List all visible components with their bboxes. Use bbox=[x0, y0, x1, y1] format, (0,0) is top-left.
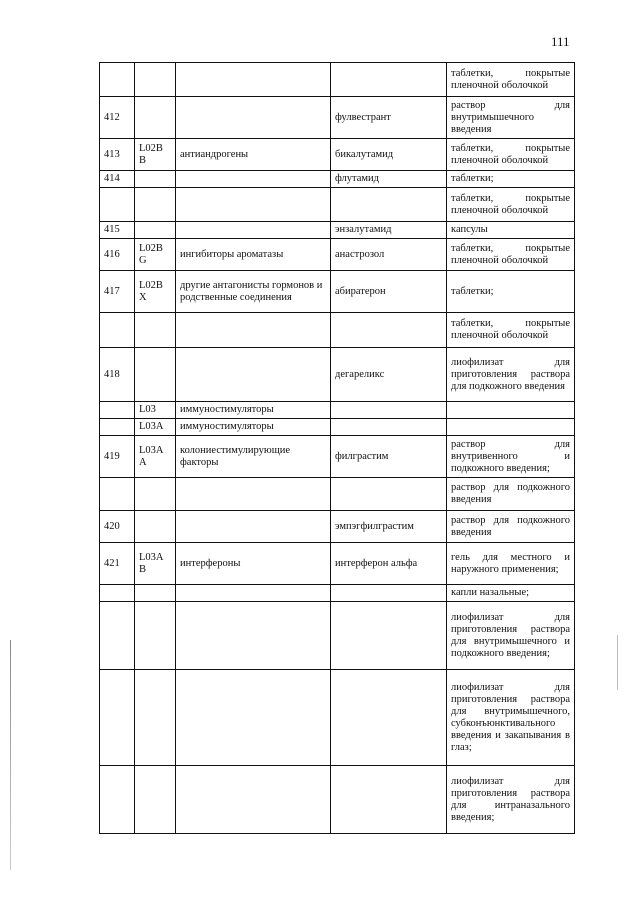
scan-artifact-right bbox=[617, 635, 618, 690]
table-row bbox=[100, 670, 575, 766]
atc-code-cell bbox=[135, 63, 176, 97]
dosage-form-cell: раствор для подкожного введения bbox=[447, 511, 575, 543]
dosage-form-cell: таблетки, покрытые пленочной оболочкой bbox=[447, 239, 575, 271]
atc-code-cell bbox=[135, 602, 176, 670]
group-name-cell bbox=[176, 602, 331, 670]
atc-code-cell bbox=[135, 188, 176, 222]
drug-name-cell: анастрозол bbox=[331, 239, 447, 271]
row-number-cell: 412 bbox=[100, 97, 135, 139]
dosage-form-cell: таблетки, покрытые пленочной оболочкой bbox=[447, 63, 575, 97]
drug-name-cell bbox=[331, 585, 447, 602]
dosage-form-cell: таблетки; bbox=[447, 271, 575, 313]
drug-name-cell bbox=[331, 766, 447, 834]
table-row bbox=[100, 766, 575, 834]
row-number-cell: 414 bbox=[100, 171, 135, 188]
atc-code-cell: L03 bbox=[135, 402, 176, 419]
row-number-cell: 418 bbox=[100, 348, 135, 402]
row-number-cell bbox=[100, 188, 135, 222]
table-row bbox=[100, 239, 575, 271]
table-row bbox=[100, 436, 575, 478]
drug-name-cell: бикалутамид bbox=[331, 139, 447, 171]
dosage-form-cell: гель для местного и наружного применения; bbox=[447, 543, 575, 585]
drug-table bbox=[99, 62, 575, 834]
table-row bbox=[100, 348, 575, 402]
drug-name-cell bbox=[331, 478, 447, 511]
drug-name-cell: дегареликс bbox=[331, 348, 447, 402]
drug-name-cell: эмпэгфилграстим bbox=[331, 511, 447, 543]
dosage-form-cell: лиофилизат для приготовления раствора для интраназального введения; bbox=[447, 766, 575, 834]
dosage-form-cell: капли назальные; bbox=[447, 585, 575, 602]
drug-name-cell bbox=[331, 670, 447, 766]
dosage-form-cell: раствор для внутривенного и подкожного введения; bbox=[447, 436, 575, 478]
row-number-cell bbox=[100, 419, 135, 436]
dosage-form-cell: капсулы bbox=[447, 222, 575, 239]
drug-name-cell: флутамид bbox=[331, 171, 447, 188]
atc-code-cell bbox=[135, 97, 176, 139]
dosage-form-cell bbox=[447, 402, 575, 419]
table-row bbox=[100, 188, 575, 222]
row-number-cell bbox=[100, 63, 135, 97]
group-name-cell: иммуностимуляторы bbox=[176, 419, 331, 436]
table-row bbox=[100, 419, 575, 436]
group-name-cell bbox=[176, 188, 331, 222]
row-number-cell bbox=[100, 402, 135, 419]
group-name-cell bbox=[176, 585, 331, 602]
row-number-cell bbox=[100, 313, 135, 348]
group-name-cell: антиандрогены bbox=[176, 139, 331, 171]
drug-name-cell bbox=[331, 602, 447, 670]
row-number-cell: 413 bbox=[100, 139, 135, 171]
table-row bbox=[100, 402, 575, 419]
row-number-cell: 421 bbox=[100, 543, 135, 585]
table-row bbox=[100, 478, 575, 511]
dosage-form-cell: лиофилизат для приготовления раствора для подкожного введения bbox=[447, 348, 575, 402]
drug-name-cell bbox=[331, 313, 447, 348]
group-name-cell bbox=[176, 348, 331, 402]
row-number-cell bbox=[100, 478, 135, 511]
dosage-form-cell: раствор для подкожного введения bbox=[447, 478, 575, 511]
group-name-cell bbox=[176, 97, 331, 139]
group-name-cell: другие антагонисты гормонов и родственные соединения bbox=[176, 271, 331, 313]
group-name-cell: колониестимулирующие факторы bbox=[176, 436, 331, 478]
row-number-cell: 415 bbox=[100, 222, 135, 239]
group-name-cell: ингибиторы ароматазы bbox=[176, 239, 331, 271]
atc-code-cell bbox=[135, 766, 176, 834]
row-number-cell: 417 bbox=[100, 271, 135, 313]
drug-name-cell bbox=[331, 402, 447, 419]
drug-name-cell: фулвестрант bbox=[331, 97, 447, 139]
dosage-form-cell: таблетки, покрытые пленочной оболочкой bbox=[447, 313, 575, 348]
atc-code-cell bbox=[135, 670, 176, 766]
row-number-cell bbox=[100, 766, 135, 834]
atc-code-cell: L03A bbox=[135, 419, 176, 436]
atc-code-cell: L03A A bbox=[135, 436, 176, 478]
group-name-cell: иммуностимуляторы bbox=[176, 402, 331, 419]
dosage-form-cell: раствор для внутримышечного введения bbox=[447, 97, 575, 139]
dosage-form-cell bbox=[447, 419, 575, 436]
drug-name-cell: интерферон альфа bbox=[331, 543, 447, 585]
atc-code-cell bbox=[135, 348, 176, 402]
row-number-cell bbox=[100, 602, 135, 670]
group-name-cell bbox=[176, 63, 331, 97]
table-row bbox=[100, 63, 575, 97]
atc-code-cell bbox=[135, 585, 176, 602]
drug-name-cell: абиратерон bbox=[331, 271, 447, 313]
drug-name-cell: энзалутамид bbox=[331, 222, 447, 239]
atc-code-cell: L02B X bbox=[135, 271, 176, 313]
dosage-form-cell: таблетки; bbox=[447, 171, 575, 188]
dosage-form-cell: лиофилизат для приготовления раствора для внутримышечного и подкожного введения; bbox=[447, 602, 575, 670]
group-name-cell bbox=[176, 511, 331, 543]
table-body bbox=[100, 63, 575, 834]
group-name-cell bbox=[176, 478, 331, 511]
atc-code-cell: L03A B bbox=[135, 543, 176, 585]
scan-artifact-left bbox=[10, 640, 11, 870]
atc-code-cell bbox=[135, 313, 176, 348]
atc-code-cell bbox=[135, 511, 176, 543]
drug-name-cell bbox=[331, 188, 447, 222]
row-number-cell bbox=[100, 585, 135, 602]
row-number-cell: 420 bbox=[100, 511, 135, 543]
dosage-form-cell: таблетки, покрытые пленочной оболочкой bbox=[447, 188, 575, 222]
group-name-cell bbox=[176, 670, 331, 766]
atc-code-cell: L02B B bbox=[135, 139, 176, 171]
row-number-cell: 416 bbox=[100, 239, 135, 271]
group-name-cell bbox=[176, 766, 331, 834]
atc-code-cell bbox=[135, 478, 176, 511]
group-name-cell bbox=[176, 313, 331, 348]
table-row bbox=[100, 602, 575, 670]
row-number-cell: 419 bbox=[100, 436, 135, 478]
atc-code-cell bbox=[135, 222, 176, 239]
table-row bbox=[100, 313, 575, 348]
table-row bbox=[100, 543, 575, 585]
group-name-cell: интерфероны bbox=[176, 543, 331, 585]
table-row bbox=[100, 271, 575, 313]
table-row bbox=[100, 585, 575, 602]
table-row bbox=[100, 511, 575, 543]
page-number: 111 bbox=[551, 34, 570, 49]
table-row bbox=[100, 222, 575, 239]
atc-code-cell: L02B G bbox=[135, 239, 176, 271]
table-row bbox=[100, 171, 575, 188]
group-name-cell bbox=[176, 171, 331, 188]
drug-name-cell: филграстим bbox=[331, 436, 447, 478]
dosage-form-cell: лиофилизат для приготовления раствора для внутримышечного, субконъюнктивального введения и закапывания в глаз; bbox=[447, 670, 575, 766]
drug-name-cell bbox=[331, 63, 447, 97]
row-number-cell bbox=[100, 670, 135, 766]
table-row bbox=[100, 97, 575, 139]
drug-name-cell bbox=[331, 419, 447, 436]
atc-code-cell bbox=[135, 171, 176, 188]
dosage-form-cell: таблетки, покрытые пленочной оболочкой bbox=[447, 139, 575, 171]
group-name-cell bbox=[176, 222, 331, 239]
table-row bbox=[100, 139, 575, 171]
